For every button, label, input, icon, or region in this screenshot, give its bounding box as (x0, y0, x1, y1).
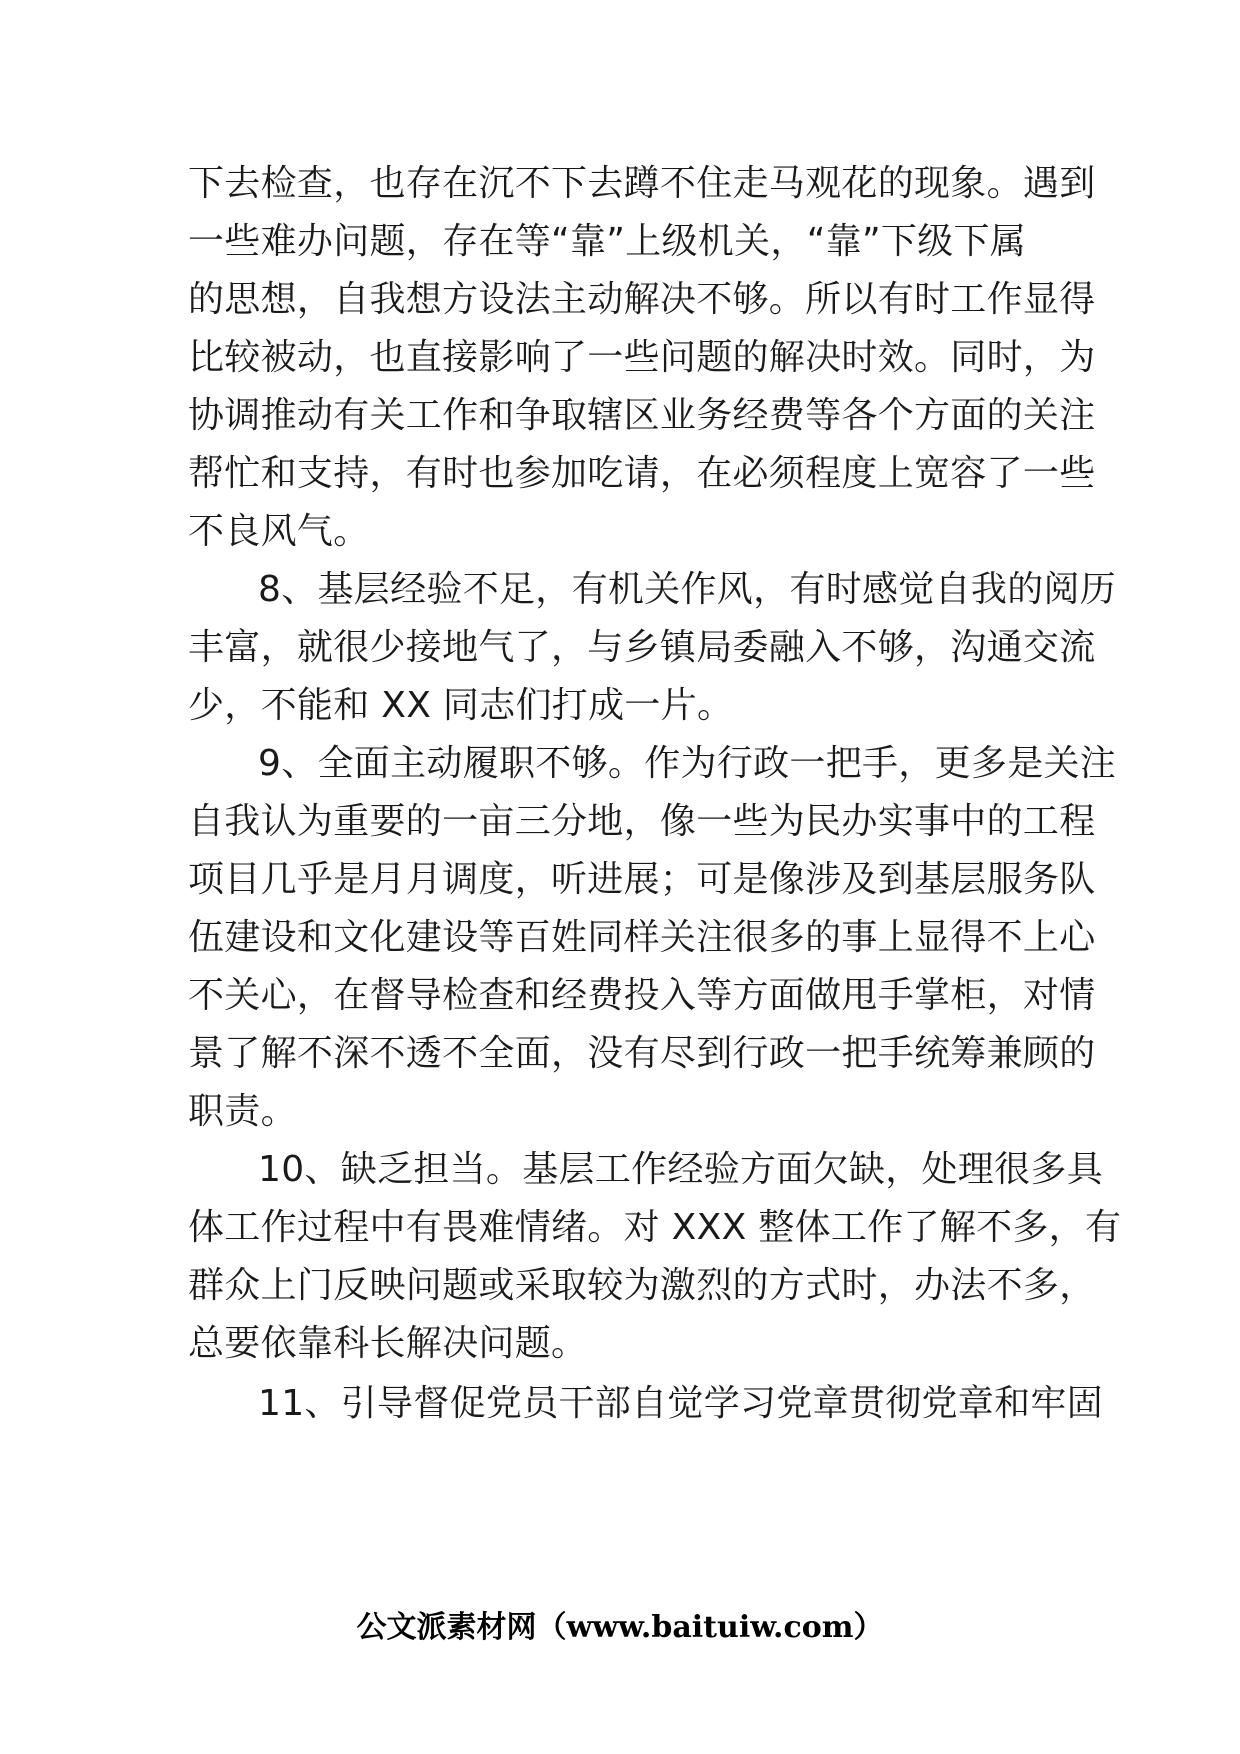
text-line: 少，不能和 XX 同志们打成一片。 (188, 685, 734, 726)
paragraph-start-line: 11、引导督促党员干部自觉学习党章贯彻党章和牢固 (258, 1383, 1104, 1424)
text-line: 项目几乎是月月调度，听进展；可是像涉及到基层服务队 (188, 859, 1096, 900)
text-line: 帮忙和支持，有时也参加吃请，在必须程度上宽容了一些 (188, 453, 1096, 494)
text-line: 职责。 (188, 1091, 297, 1132)
text-line: 体工作过程中有畏难情绪。对 XXX 整体工作了解不多，有 (188, 1207, 1122, 1248)
text-line: 一些难办问题，存在等“靠”上级机关，“靠”下级下属 (188, 221, 1027, 262)
text-line: 比较被动，也直接影响了一些问题的解决时效。同时，为 (188, 337, 1096, 378)
text-line: 的思想，自我想方设法主动解决不够。所以有时工作显得 (188, 279, 1096, 320)
text-line: 总要依靠科长解决问题。 (188, 1323, 588, 1364)
text-line: 景了解不深不透不全面，没有尽到行政一把手统筹兼顾的 (188, 1033, 1096, 1074)
text-line: 协调推动有关工作和争取辖区业务经费等各个方面的关注 (188, 395, 1096, 436)
text-line: 不关心，在督导检查和经费投入等方面做甩手掌柜，对情 (188, 975, 1096, 1016)
text-line: 群众上门反映问题或采取较为激烈的方式时，办法不多， (188, 1265, 1096, 1306)
paragraph-start-line: 8、基层经验不足，有机关作风，有时感觉自我的阅历 (258, 569, 1117, 610)
footer-watermark: 公文派素材网（www.baituiw.com） (356, 1610, 884, 1645)
text-line: 不良风气。 (188, 511, 370, 552)
paragraph-start-line: 10、缺乏担当。基层工作经验方面欠缺，处理很多具 (258, 1149, 1104, 1190)
text-line: 丰富，就很少接地气了，与乡镇局委融入不够，沟通交流 (188, 627, 1096, 668)
text-line: 自我认为重要的一亩三分地，像一些为民办实事中的工程 (188, 801, 1096, 842)
text-line: 下去检查，也存在沉不下去蹲不住走马观花的现象。遇到 (188, 163, 1096, 204)
paragraph-start-line: 9、全面主动履职不够。作为行政一把手，更多是关注 (258, 743, 1117, 784)
text-line: 伍建设和文化建设等百姓同样关注很多的事上显得不上心 (188, 917, 1096, 958)
